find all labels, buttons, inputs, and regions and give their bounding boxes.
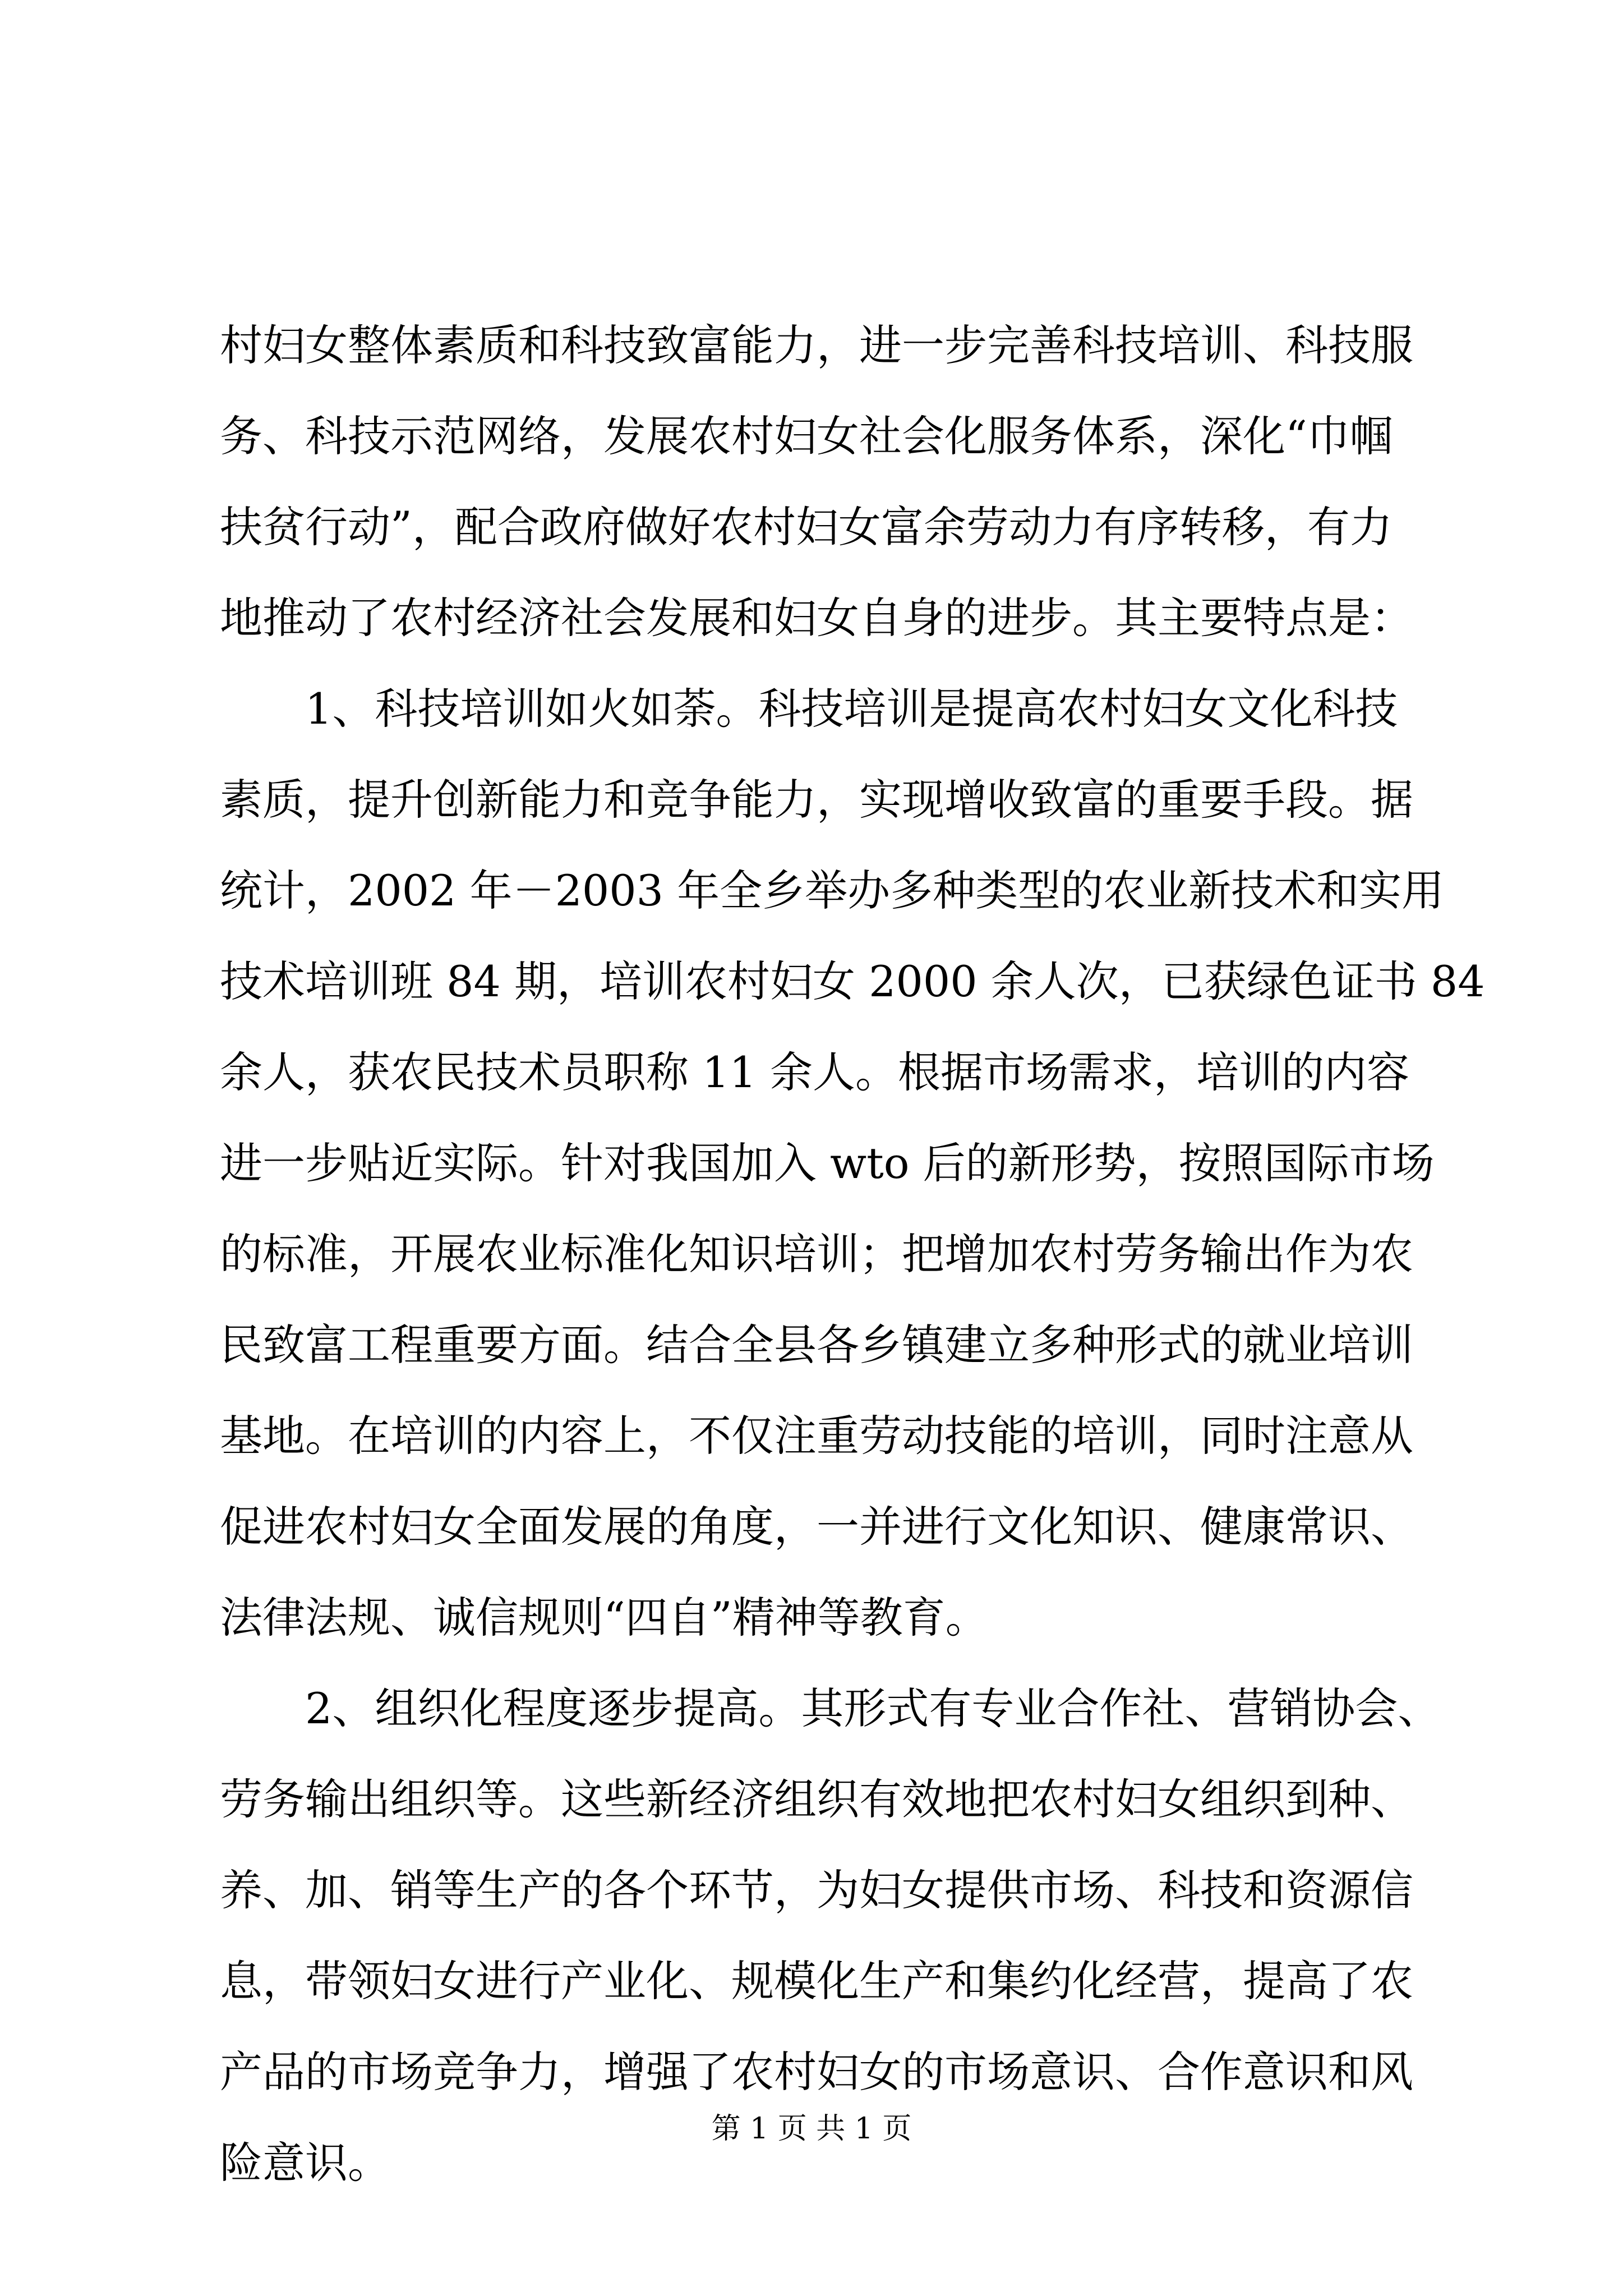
text-line: 民致富工程重要方面。结合全县各乡镇建立多种形式的就业培训 (220, 1320, 1413, 1370)
text-line: 法律法规、诚信规则“四自”精神等教育。 (220, 1593, 988, 1642)
text-line: 促进农村妇女全面发展的角度，一并进行文化知识、健康常识、 (220, 1502, 1413, 1552)
text-line: 扶贫行动”，配合政府做好农村妇女富余劳动力有序转移，有力 (220, 502, 1393, 552)
text-line: 产品的市场竞争力，增强了农村妇女的市场意识、合作意识和风 (220, 2047, 1413, 2097)
text-line: 养、加、销等生产的各个环节，为妇女提供市场、科技和资源信 (220, 1865, 1413, 1915)
document-body (220, 300, 1485, 2208)
page-number-label: 第 1 页 共 1 页 (711, 2112, 912, 2146)
paragraph-2-first-line: 2、组织化程度逐步提高。其形式有专业合作社、营销协会、 (305, 1683, 1441, 1733)
text-line: 进一步贴近实际。针对我国加入 wto 后的新形势，按照国际市场 (220, 1138, 1435, 1188)
text-line: 基地。在培训的内容上，不仅注重劳动技能的培训，同时注意从 (220, 1411, 1413, 1461)
page-footer (0, 2109, 1623, 2148)
text-line: 余人，获农民技术员职称 11 余人。根据市场需求，培训的内容 (220, 1047, 1410, 1097)
text-line: 统计，2002 年－2003 年全乡举办多种类型的农业新技术和实用 (220, 866, 1445, 915)
text-line: 地推动了农村经济社会发展和妇女自身的进步。其主要特点是： (220, 593, 1413, 643)
text-line: 劳务输出组织等。这些新经济组织有效地把农村妇女组织到种、 (220, 1774, 1413, 1824)
text-line: 息，带领妇女进行产业化、规模化生产和集约化经营，提高了农 (220, 1956, 1413, 2006)
text-line: 务、科技示范网络，发展农村妇女社会化服务体系，深化“巾帼 (220, 411, 1393, 461)
text-line: 村妇女整体素质和科技致富能力，进一步完善科技培训、科技服 (220, 320, 1413, 370)
text-line: 险意识。 (220, 2138, 390, 2188)
text-line: 素质，提升创新能力和竞争能力，实现增收致富的重要手段。据 (220, 775, 1413, 825)
text-line: 的标准，开展农业标准化知识培训；把增加农村劳务输出作为农 (220, 1229, 1413, 1279)
text-line: 技术培训班 84 期，培训农村妇女 2000 余人次，已获绿色证书 84 (220, 956, 1485, 1006)
paragraph-1-first-line: 1、科技培训如火如荼。科技培训是提高农村妇女文化科技 (305, 684, 1398, 734)
